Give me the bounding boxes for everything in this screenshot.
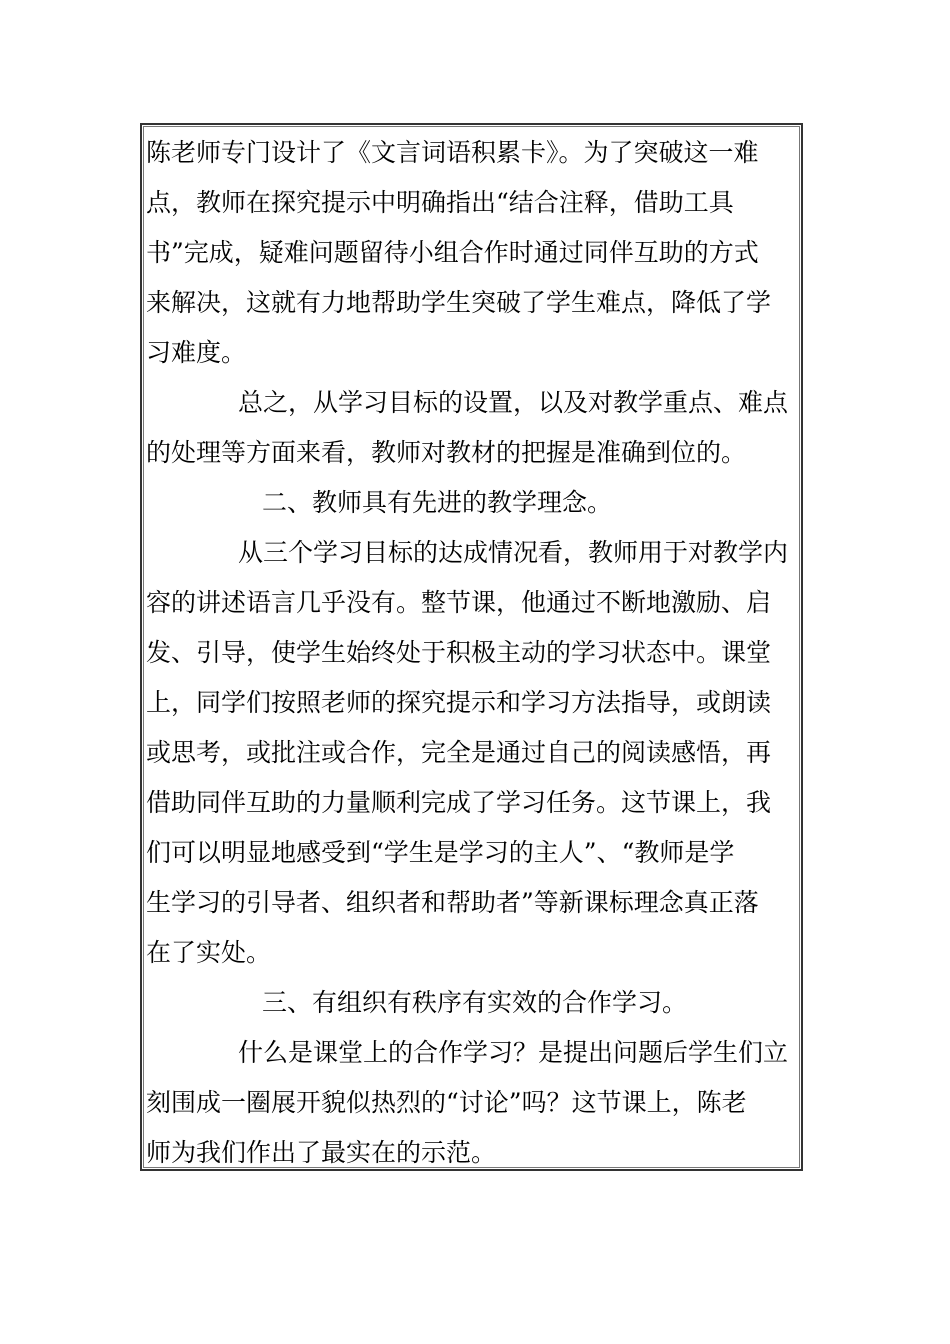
paragraph-line: 在了实处。 — [146, 938, 272, 967]
paragraph-line: 什么是课堂上的合作学习？是提出问题后学生们立 — [238, 1038, 789, 1067]
paragraph-line: 点，教师在探究提示中明确指出“结合注释，借助工具 — [146, 188, 734, 217]
paragraph-line: 们可以明显地感受到“学生是学习的主人”、“教师是学 — [146, 838, 735, 867]
paragraph-line: 发、引导，使学生始终处于积极主动的学习状态中。课堂 — [146, 638, 772, 667]
paragraph-line: 书”完成，疑难问题留待小组合作时通过同伴互助的方式 — [146, 238, 759, 267]
paragraph-line: 师为我们作出了最实在的示范。 — [146, 1138, 497, 1167]
paragraph-line: 借助同伴互助的力量顺利完成了学习任务。这节课上，我 — [146, 788, 772, 817]
paragraph-line: 陈老师专门设计了《文言词语积累卡》。为了突破这一难 — [146, 138, 759, 167]
section-heading: 二、教师具有先进的教学理念。 — [262, 488, 613, 517]
paragraph-line: 生学习的引导者、组织者和帮助者”等新课标理念真正落 — [146, 888, 759, 917]
paragraph-line: 或思考，或批注或合作，完全是通过自己的阅读感悟，再 — [146, 738, 772, 767]
paragraph-line: 总之，从学习目标的设置，以及对教学重点、难点 — [238, 388, 789, 417]
paragraph-line: 的处理等方面来看，教师对教材的把握是准确到位的。 — [146, 438, 747, 467]
paragraph-line: 从三个学习目标的达成情况看，教师用于对教学内 — [238, 538, 789, 567]
section-heading: 三、有组织有秩序有实效的合作学习。 — [262, 988, 688, 1017]
text-frame — [140, 123, 803, 1171]
paragraph-line: 来解决，这就有力地帮助学生突破了学生难点，降低了学 — [146, 288, 772, 317]
paragraph-line: 容的讲述语言几乎没有。整节课，他通过不断地激励、启 — [146, 588, 772, 617]
paragraph-line: 刻围成一圈展开貌似热烈的“讨论”吗？这节课上，陈老 — [146, 1088, 747, 1117]
paragraph-line: 上，同学们按照老师的探究提示和学习方法指导，或朗读 — [146, 688, 772, 717]
paragraph-line: 习难度。 — [146, 338, 247, 367]
